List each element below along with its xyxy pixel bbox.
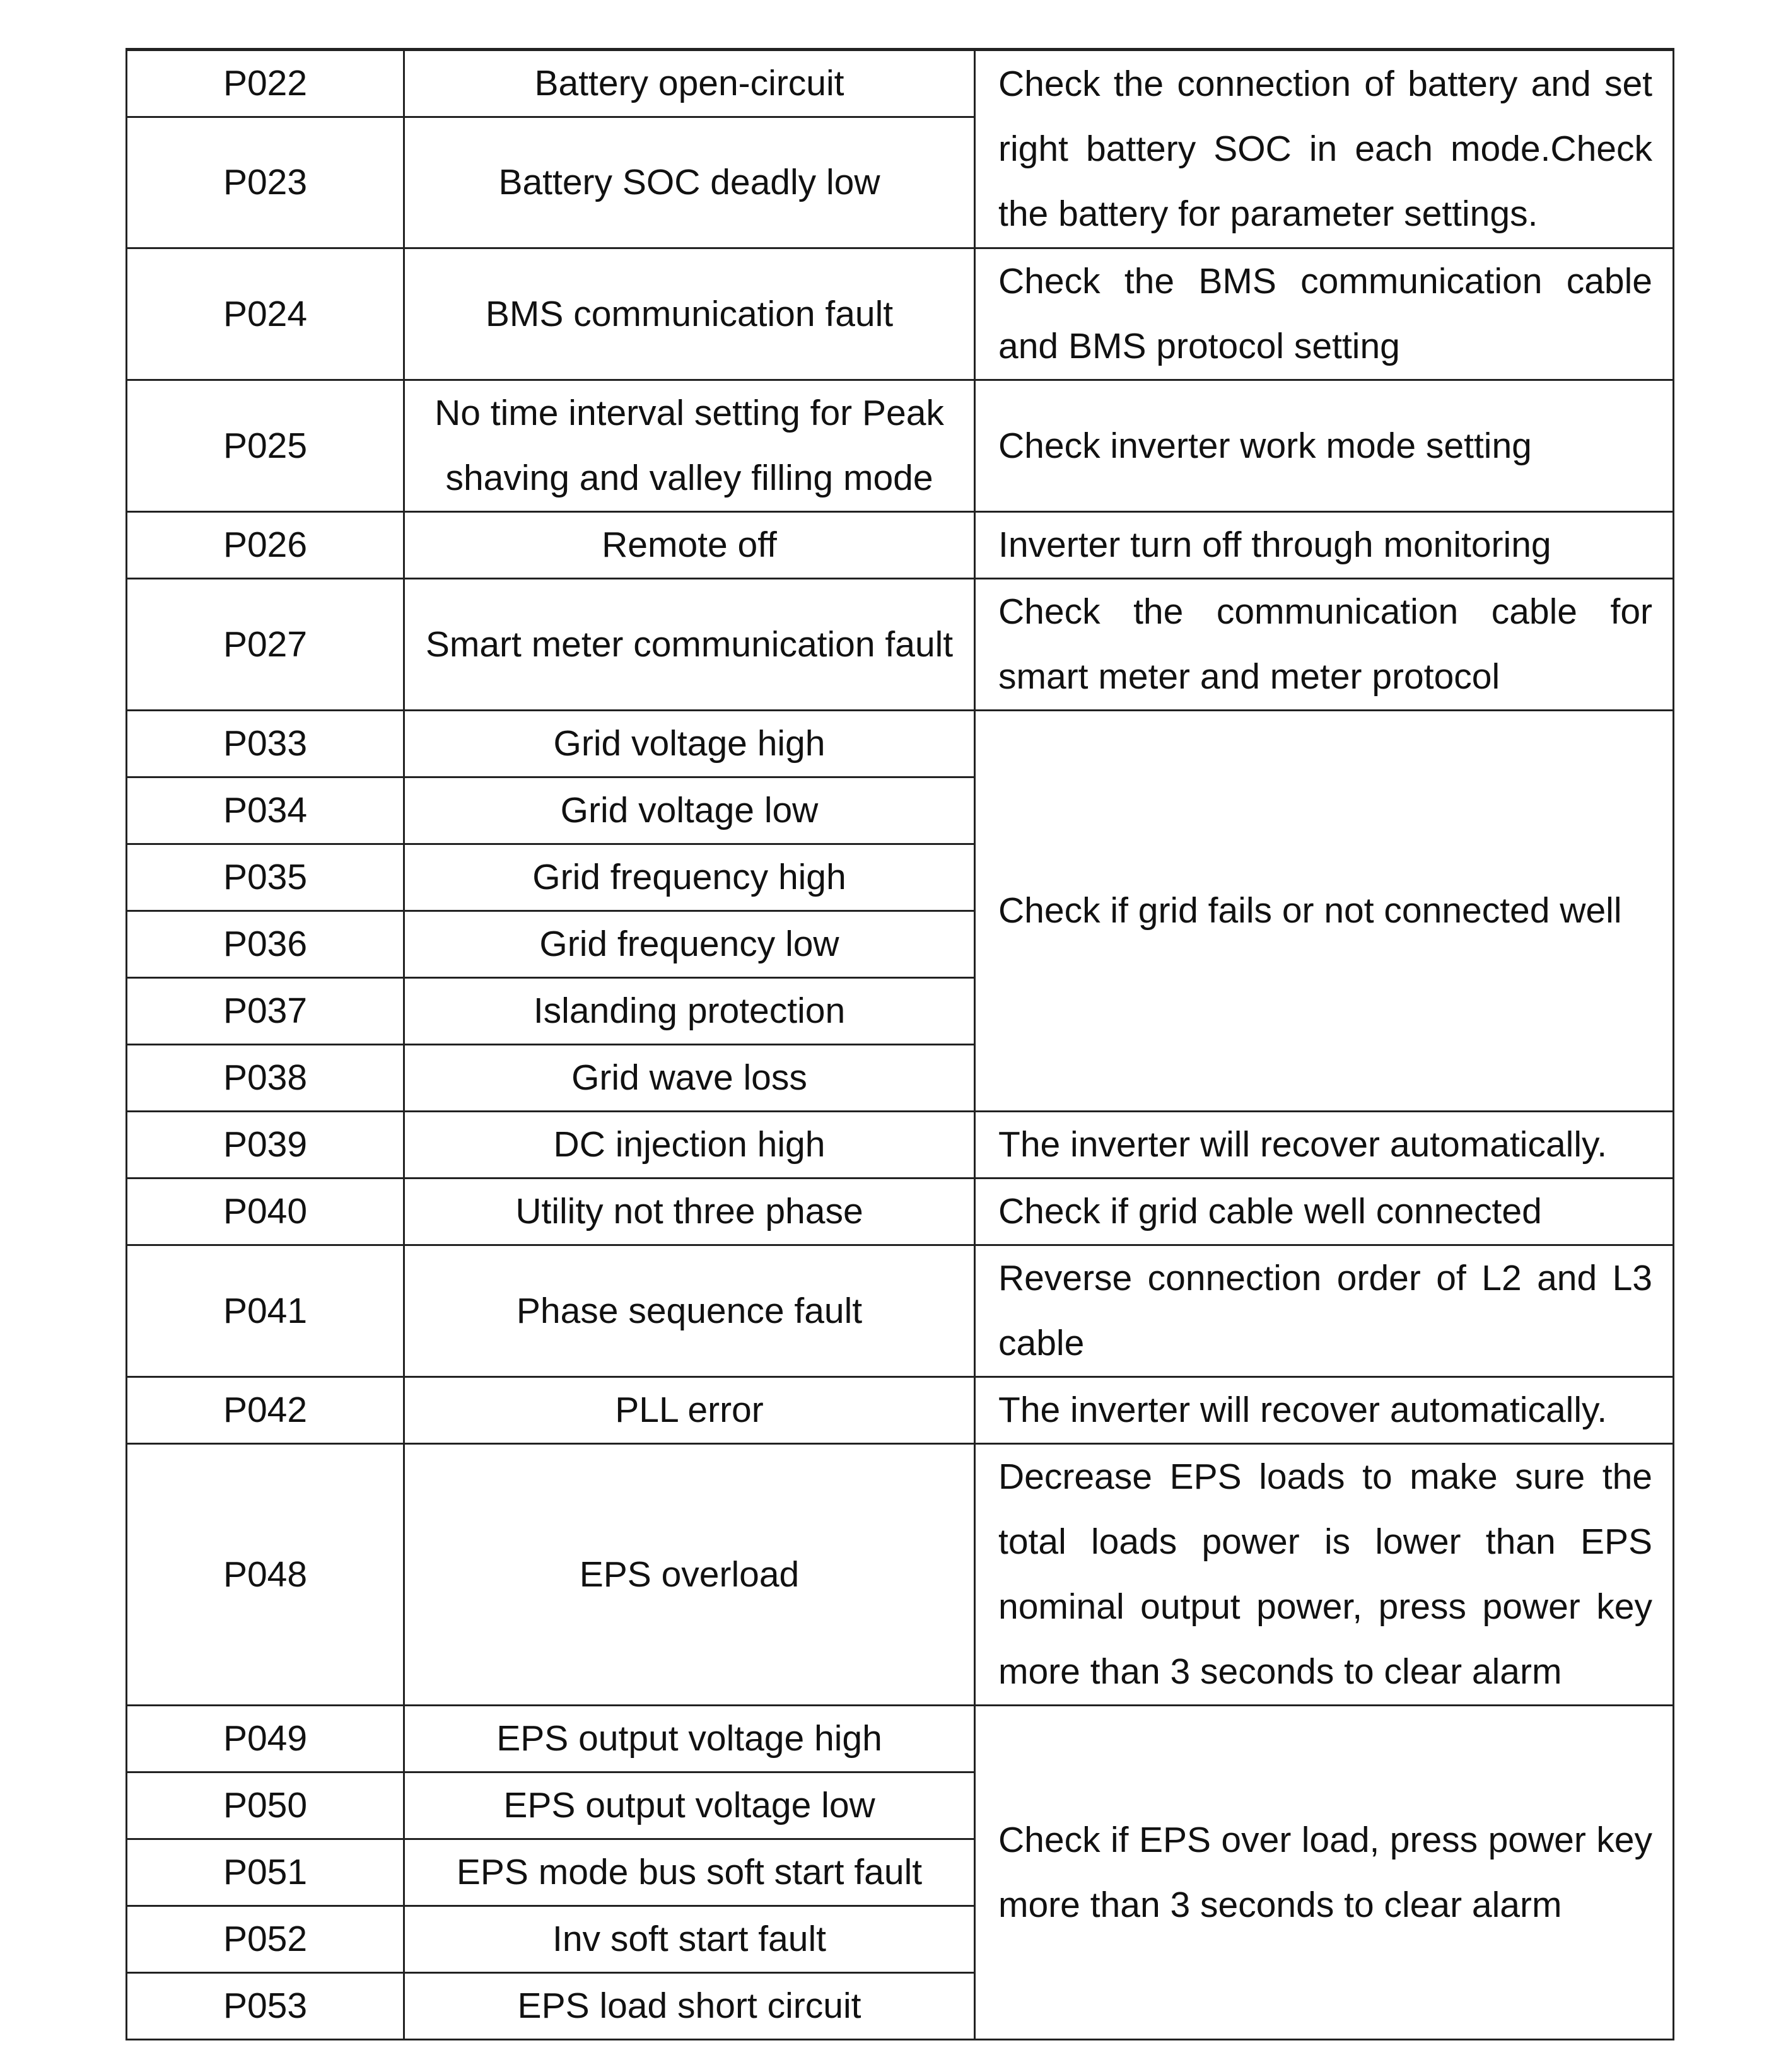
fault-name: Grid frequency low (404, 911, 975, 978)
table-row (127, 579, 1674, 711)
fault-code: P041 (127, 1245, 404, 1377)
fault-action: Check the connection of battery and set right battery SOC in each mode.Check the battery for parameter settings. (975, 50, 1674, 248)
fault-code: P024 (127, 248, 404, 380)
fault-code: P025 (127, 380, 404, 512)
fault-code: P038 (127, 1045, 404, 1112)
fault-action: Inverter turn off through monitoring (975, 512, 1674, 579)
fault-code: P027 (127, 579, 404, 711)
table-row (127, 1179, 1674, 1245)
fault-name: EPS load short circuit (404, 1973, 975, 2040)
fault-action: Check inverter work mode setting (975, 380, 1674, 512)
fault-code: P052 (127, 1906, 404, 1973)
table-row (127, 50, 1674, 117)
fault-name: EPS output voltage low (404, 1772, 975, 1839)
fault-action: Check if EPS over load, press power key more than 3 seconds to clear alarm (975, 1706, 1674, 2040)
fault-action: Check if grid fails or not connected well (975, 711, 1674, 1112)
fault-code: P026 (127, 512, 404, 579)
fault-name: DC injection high (404, 1112, 975, 1179)
fault-name: PLL error (404, 1377, 975, 1444)
fault-name: Islanding protection (404, 978, 975, 1045)
fault-name: EPS overload (404, 1444, 975, 1706)
fault-name: Phase sequence fault (404, 1245, 975, 1377)
table-row (127, 1112, 1674, 1179)
fault-action: Decrease EPS loads to make sure the total loads power is lower than EPS nominal output power, press power key more than 3 seconds to clear alarm (975, 1444, 1674, 1706)
fault-code: P040 (127, 1179, 404, 1245)
fault-name: Grid voltage low (404, 777, 975, 844)
fault-code: P039 (127, 1112, 404, 1179)
fault-name: BMS communication fault (404, 248, 975, 380)
fault-code: P036 (127, 911, 404, 978)
fault-name: Grid voltage high (404, 711, 975, 777)
fault-code: P035 (127, 844, 404, 911)
fault-code: P050 (127, 1772, 404, 1839)
fault-code: P033 (127, 711, 404, 777)
table-row (127, 711, 1674, 777)
table-row (127, 380, 1674, 512)
fault-code: P037 (127, 978, 404, 1045)
fault-name: Smart meter communication fault (404, 579, 975, 711)
fault-name: EPS output voltage high (404, 1706, 975, 1772)
table-row (127, 1444, 1674, 1706)
fault-name: Inv soft start fault (404, 1906, 975, 1973)
fault-name: No time interval setting for Peak shaving and valley filling mode (404, 380, 975, 512)
table-row (127, 1706, 1674, 1772)
fault-code: P048 (127, 1444, 404, 1706)
fault-action: Check the communication cable for smart meter and meter protocol (975, 579, 1674, 711)
fault-code-table (126, 48, 1674, 2040)
table-row (127, 1245, 1674, 1377)
fault-action: Check the BMS communication cable and BMS protocol setting (975, 248, 1674, 380)
fault-action: Check if grid cable well connected (975, 1179, 1674, 1245)
fault-code: P042 (127, 1377, 404, 1444)
fault-name: Battery open-circuit (404, 50, 975, 117)
fault-name: Remote off (404, 512, 975, 579)
fault-code: P023 (127, 117, 404, 248)
fault-name: Battery SOC deadly low (404, 117, 975, 248)
fault-code: P022 (127, 50, 404, 117)
table-row (127, 1377, 1674, 1444)
fault-action: The inverter will recover automatically. (975, 1377, 1674, 1444)
fault-code: P049 (127, 1706, 404, 1772)
fault-name: Grid wave loss (404, 1045, 975, 1112)
table-row (127, 248, 1674, 380)
fault-code: P051 (127, 1839, 404, 1906)
fault-action: Reverse connection order of L2 and L3 cable (975, 1245, 1674, 1377)
fault-name: Grid frequency high (404, 844, 975, 911)
fault-code: P053 (127, 1973, 404, 2040)
fault-name: Utility not three phase (404, 1179, 975, 1245)
table-row (127, 512, 1674, 579)
fault-code: P034 (127, 777, 404, 844)
fault-action: The inverter will recover automatically. (975, 1112, 1674, 1179)
fault-name: EPS mode bus soft start fault (404, 1839, 975, 1906)
